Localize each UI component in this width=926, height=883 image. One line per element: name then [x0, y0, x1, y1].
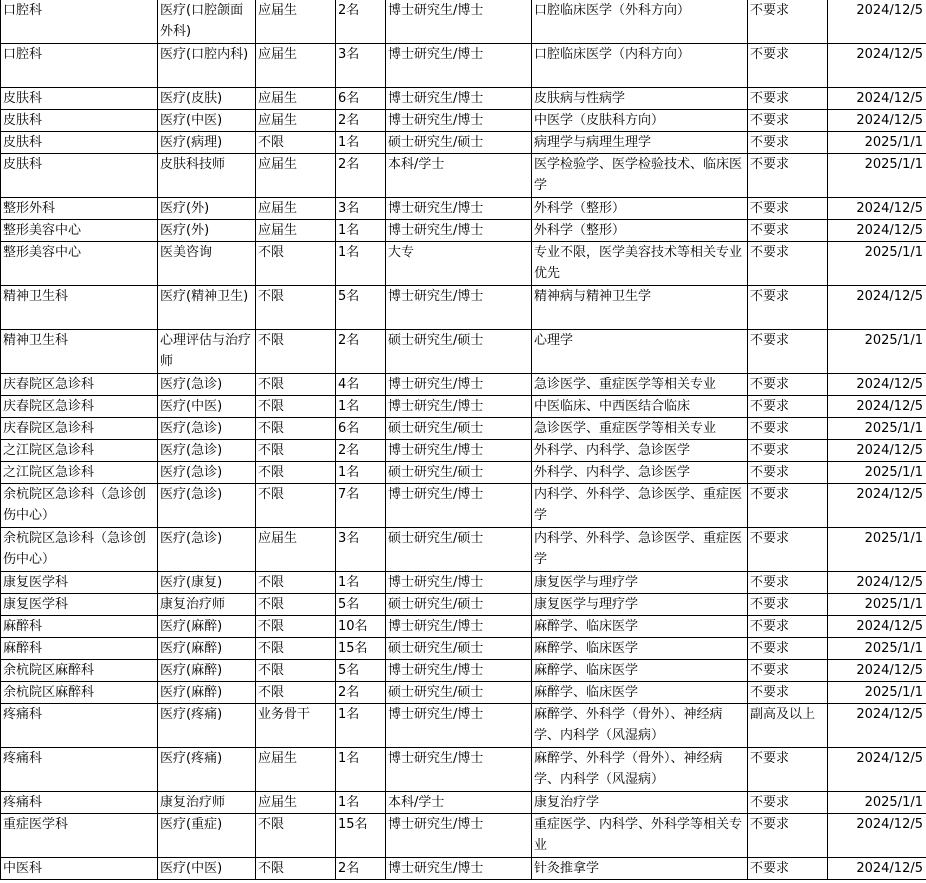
cell-deadline: 2024/12/5 — [828, 44, 926, 88]
cell-major: 口腔临床医学（内科方向） — [532, 44, 748, 88]
cell-headcount: 1名 — [336, 462, 386, 484]
cell-position: 医疗(重症) — [158, 814, 256, 858]
cell-position: 医疗(麻醉) — [158, 616, 256, 638]
cell-degree: 硕士研究生/硕士 — [386, 462, 532, 484]
cell-candidate-type: 不限 — [256, 682, 336, 704]
cell-candidate-type: 不限 — [256, 396, 336, 418]
cell-department: 之江院区急诊科 — [1, 462, 158, 484]
cell-deadline: 2025/1/1 — [828, 462, 926, 484]
cell-department: 疼痛科 — [1, 704, 158, 748]
cell-headcount: 2名 — [336, 682, 386, 704]
cell-position: 医疗(皮肤) — [158, 88, 256, 110]
cell-major: 外科学、内科学、急诊医学 — [532, 440, 748, 462]
cell-position: 医疗(急诊) — [158, 462, 256, 484]
cell-major: 精神病与精神卫生学 — [532, 286, 748, 330]
cell-title-requirement: 不要求 — [748, 440, 828, 462]
cell-degree: 本科/学士 — [386, 792, 532, 814]
cell-degree: 博士研究生/博士 — [386, 220, 532, 242]
table-row — [1, 110, 926, 132]
cell-degree: 博士研究生/博士 — [386, 484, 532, 528]
cell-degree: 本科/学士 — [386, 154, 532, 198]
cell-degree: 博士研究生/博士 — [386, 704, 532, 748]
cell-candidate-type: 不限 — [256, 374, 336, 396]
cell-department: 康复医学科 — [1, 594, 158, 616]
cell-major: 麻醉学、临床医学 — [532, 682, 748, 704]
cell-major: 麻醉学、外科学（骨外）、神经病学、内科学（风湿病） — [532, 748, 748, 792]
cell-title-requirement: 不要求 — [748, 330, 828, 374]
cell-deadline: 2024/12/5 — [828, 660, 926, 682]
cell-candidate-type: 应届生 — [256, 220, 336, 242]
table-row — [1, 88, 926, 110]
cell-major: 麻醉学、临床医学 — [532, 638, 748, 660]
cell-degree: 博士研究生/博士 — [386, 0, 532, 44]
cell-position: 医美咨询 — [158, 242, 256, 286]
cell-deadline: 2025/1/1 — [828, 242, 926, 286]
table-row — [1, 286, 926, 330]
cell-title-requirement: 不要求 — [748, 396, 828, 418]
cell-major: 康复医学与理疗学 — [532, 572, 748, 594]
table-row — [1, 198, 926, 220]
cell-major: 急诊医学、重症医学等相关专业 — [532, 418, 748, 440]
cell-major: 内科学、外科学、急诊医学、重症医学 — [532, 528, 748, 572]
cell-headcount: 2名 — [336, 0, 386, 44]
cell-title-requirement: 不要求 — [748, 220, 828, 242]
cell-deadline: 2025/1/1 — [828, 792, 926, 814]
cell-degree: 博士研究生/博士 — [386, 440, 532, 462]
cell-candidate-type: 应届生 — [256, 748, 336, 792]
cell-deadline: 2024/12/5 — [828, 220, 926, 242]
cell-candidate-type: 应届生 — [256, 154, 336, 198]
cell-position: 医疗(急诊) — [158, 418, 256, 440]
cell-headcount: 15名 — [336, 638, 386, 660]
table-row — [1, 682, 926, 704]
cell-major: 麻醉学、临床医学 — [532, 616, 748, 638]
table-row — [1, 748, 926, 792]
cell-degree: 博士研究生/博士 — [386, 748, 532, 792]
cell-deadline: 2024/12/5 — [828, 110, 926, 132]
cell-department: 麻醉科 — [1, 616, 158, 638]
cell-position: 医疗(疼痛) — [158, 704, 256, 748]
cell-title-requirement: 不要求 — [748, 572, 828, 594]
cell-position: 皮肤科技师 — [158, 154, 256, 198]
cell-deadline: 2024/12/5 — [828, 704, 926, 748]
cell-title-requirement: 不要求 — [748, 286, 828, 330]
cell-degree: 硕士研究生/硕士 — [386, 638, 532, 660]
cell-major: 康复医学与理疗学 — [532, 594, 748, 616]
table-row — [1, 44, 926, 88]
cell-department: 口腔科 — [1, 0, 158, 44]
cell-headcount: 6名 — [336, 88, 386, 110]
cell-title-requirement: 不要求 — [748, 594, 828, 616]
cell-title-requirement: 不要求 — [748, 660, 828, 682]
cell-department: 余杭院区麻醉科 — [1, 682, 158, 704]
table-row — [1, 440, 926, 462]
cell-department: 皮肤科 — [1, 88, 158, 110]
cell-headcount: 1名 — [336, 220, 386, 242]
cell-deadline: 2024/12/5 — [828, 374, 926, 396]
cell-department: 皮肤科 — [1, 110, 158, 132]
cell-deadline: 2025/1/1 — [828, 154, 926, 198]
table-row — [1, 242, 926, 286]
cell-major: 重症医学、内科学、外科学等相关专业 — [532, 814, 748, 858]
cell-title-requirement: 不要求 — [748, 374, 828, 396]
cell-position: 医疗(急诊) — [158, 484, 256, 528]
cell-headcount: 1名 — [336, 242, 386, 286]
cell-candidate-type: 不限 — [256, 286, 336, 330]
cell-position: 医疗(麻醉) — [158, 682, 256, 704]
cell-headcount: 2名 — [336, 330, 386, 374]
cell-deadline: 2024/12/5 — [828, 616, 926, 638]
cell-headcount: 1名 — [336, 704, 386, 748]
cell-candidate-type: 不限 — [256, 660, 336, 682]
cell-degree: 博士研究生/博士 — [386, 616, 532, 638]
table-row — [1, 858, 926, 880]
cell-department: 之江院区急诊科 — [1, 440, 158, 462]
cell-title-requirement: 不要求 — [748, 418, 828, 440]
cell-degree: 博士研究生/博士 — [386, 44, 532, 88]
cell-title-requirement: 不要求 — [748, 132, 828, 154]
table-row — [1, 330, 926, 374]
table-row — [1, 132, 926, 154]
cell-title-requirement: 不要求 — [748, 462, 828, 484]
cell-degree: 硕士研究生/硕士 — [386, 132, 532, 154]
cell-department: 整形美容中心 — [1, 242, 158, 286]
cell-position: 医疗(中医) — [158, 396, 256, 418]
cell-degree: 硕士研究生/硕士 — [386, 682, 532, 704]
cell-degree: 博士研究生/博士 — [386, 572, 532, 594]
table-row — [1, 572, 926, 594]
cell-candidate-type: 不限 — [256, 132, 336, 154]
cell-title-requirement: 不要求 — [748, 792, 828, 814]
cell-department: 庆春院区急诊科 — [1, 418, 158, 440]
cell-deadline: 2024/12/5 — [828, 484, 926, 528]
table-row — [1, 616, 926, 638]
cell-major: 中医临床、中西医结合临床 — [532, 396, 748, 418]
cell-headcount: 10名 — [336, 616, 386, 638]
cell-degree: 博士研究生/博士 — [386, 814, 532, 858]
cell-major: 麻醉学、临床医学 — [532, 660, 748, 682]
cell-candidate-type: 不限 — [256, 616, 336, 638]
cell-position: 医疗(急诊) — [158, 440, 256, 462]
cell-candidate-type: 不限 — [256, 418, 336, 440]
cell-candidate-type: 不限 — [256, 462, 336, 484]
cell-department: 中医科 — [1, 858, 158, 880]
cell-title-requirement: 不要求 — [748, 88, 828, 110]
cell-headcount: 1名 — [336, 572, 386, 594]
cell-department: 整形美容中心 — [1, 220, 158, 242]
table-row — [1, 814, 926, 858]
cell-deadline: 2024/12/5 — [828, 440, 926, 462]
cell-department: 康复医学科 — [1, 572, 158, 594]
table-row — [1, 528, 926, 572]
cell-headcount: 2名 — [336, 110, 386, 132]
cell-deadline: 2024/12/5 — [828, 814, 926, 858]
cell-candidate-type: 不限 — [256, 330, 336, 374]
cell-department: 重症医学科 — [1, 814, 158, 858]
cell-degree: 博士研究生/博士 — [386, 660, 532, 682]
cell-title-requirement: 不要求 — [748, 198, 828, 220]
cell-headcount: 5名 — [336, 286, 386, 330]
cell-headcount: 7名 — [336, 484, 386, 528]
cell-headcount: 2名 — [336, 154, 386, 198]
cell-major: 专业不限，医学美容技术等相关专业优先 — [532, 242, 748, 286]
cell-degree: 博士研究生/博士 — [386, 286, 532, 330]
cell-headcount: 3名 — [336, 44, 386, 88]
cell-title-requirement: 不要求 — [748, 638, 828, 660]
cell-candidate-type: 不限 — [256, 594, 336, 616]
cell-title-requirement: 不要求 — [748, 814, 828, 858]
cell-department: 麻醉科 — [1, 638, 158, 660]
cell-position: 医疗(中医) — [158, 110, 256, 132]
cell-headcount: 1名 — [336, 748, 386, 792]
cell-headcount: 6名 — [336, 418, 386, 440]
cell-major: 内科学、外科学、急诊医学、重症医学 — [532, 484, 748, 528]
cell-degree: 大专 — [386, 242, 532, 286]
cell-major: 康复治疗学 — [532, 792, 748, 814]
cell-deadline: 2024/12/5 — [828, 0, 926, 44]
cell-candidate-type: 不限 — [256, 572, 336, 594]
cell-deadline: 2024/12/5 — [828, 748, 926, 792]
cell-degree: 博士研究生/博士 — [386, 374, 532, 396]
cell-major: 外科学、内科学、急诊医学 — [532, 462, 748, 484]
cell-degree: 博士研究生/博士 — [386, 110, 532, 132]
table-body — [1, 0, 926, 880]
table-row — [1, 638, 926, 660]
table-row — [1, 220, 926, 242]
cell-headcount: 1名 — [336, 792, 386, 814]
cell-position: 心理评估与治疗师 — [158, 330, 256, 374]
cell-major: 医学检验学、医学检验技术、临床医学 — [532, 154, 748, 198]
cell-position: 医疗(康复) — [158, 572, 256, 594]
table-row — [1, 462, 926, 484]
table-row — [1, 418, 926, 440]
cell-position: 医疗(中医) — [158, 858, 256, 880]
cell-major: 皮肤病与性病学 — [532, 88, 748, 110]
cell-deadline: 2024/12/5 — [828, 286, 926, 330]
cell-candidate-type: 应届生 — [256, 198, 336, 220]
cell-major: 急诊医学、重症医学等相关专业 — [532, 374, 748, 396]
cell-position: 康复治疗师 — [158, 792, 256, 814]
cell-headcount: 5名 — [336, 594, 386, 616]
cell-department: 精神卫生科 — [1, 330, 158, 374]
cell-department: 余杭院区急诊科（急诊创伤中心） — [1, 528, 158, 572]
cell-department: 庆春院区急诊科 — [1, 374, 158, 396]
cell-candidate-type: 应届生 — [256, 110, 336, 132]
cell-degree: 硕士研究生/硕士 — [386, 418, 532, 440]
table-row — [1, 660, 926, 682]
cell-major: 针灸推拿学 — [532, 858, 748, 880]
cell-department: 疼痛科 — [1, 748, 158, 792]
cell-deadline: 2025/1/1 — [828, 594, 926, 616]
cell-candidate-type: 应届生 — [256, 528, 336, 572]
table-row — [1, 484, 926, 528]
cell-candidate-type: 不限 — [256, 242, 336, 286]
cell-position: 医疗(口腔颌面外科) — [158, 0, 256, 44]
cell-department: 余杭院区急诊科（急诊创伤中心） — [1, 484, 158, 528]
cell-position: 医疗(精神卫生) — [158, 286, 256, 330]
cell-major: 麻醉学、外科学（骨外）、神经病学、内科学（风湿病） — [532, 704, 748, 748]
cell-title-requirement: 不要求 — [748, 0, 828, 44]
cell-headcount: 3名 — [336, 198, 386, 220]
cell-title-requirement: 不要求 — [748, 484, 828, 528]
cell-title-requirement: 不要求 — [748, 748, 828, 792]
cell-position: 医疗(急诊) — [158, 528, 256, 572]
cell-title-requirement: 不要求 — [748, 110, 828, 132]
cell-candidate-type: 应届生 — [256, 44, 336, 88]
cell-headcount: 1名 — [336, 132, 386, 154]
table-row — [1, 704, 926, 748]
cell-title-requirement: 不要求 — [748, 154, 828, 198]
cell-headcount: 2名 — [336, 440, 386, 462]
cell-position: 医疗(疼痛) — [158, 748, 256, 792]
cell-position: 医疗(口腔内科) — [158, 44, 256, 88]
table-row — [1, 396, 926, 418]
cell-candidate-type: 应届生 — [256, 0, 336, 44]
table-row — [1, 0, 926, 44]
cell-major: 病理学与病理生理学 — [532, 132, 748, 154]
cell-deadline: 2025/1/1 — [828, 638, 926, 660]
cell-position: 医疗(麻醉) — [158, 638, 256, 660]
table-row — [1, 594, 926, 616]
cell-position: 医疗(急诊) — [158, 374, 256, 396]
cell-degree: 硕士研究生/硕士 — [386, 330, 532, 374]
cell-title-requirement: 不要求 — [748, 682, 828, 704]
cell-title-requirement: 不要求 — [748, 242, 828, 286]
cell-department: 皮肤科 — [1, 132, 158, 154]
cell-title-requirement: 副高及以上 — [748, 704, 828, 748]
cell-headcount: 2名 — [336, 858, 386, 880]
cell-candidate-type: 不限 — [256, 858, 336, 880]
cell-degree: 硕士研究生/硕士 — [386, 528, 532, 572]
cell-candidate-type: 应届生 — [256, 792, 336, 814]
cell-degree: 博士研究生/博士 — [386, 198, 532, 220]
cell-candidate-type: 应届生 — [256, 88, 336, 110]
cell-candidate-type: 不限 — [256, 814, 336, 858]
cell-candidate-type: 业务骨干 — [256, 704, 336, 748]
cell-deadline: 2025/1/1 — [828, 528, 926, 572]
cell-deadline: 2024/12/5 — [828, 396, 926, 418]
cell-department: 皮肤科 — [1, 154, 158, 198]
cell-major: 外科学（整形） — [532, 198, 748, 220]
cell-title-requirement: 不要求 — [748, 858, 828, 880]
cell-position: 医疗(外) — [158, 198, 256, 220]
cell-position: 医疗(病理) — [158, 132, 256, 154]
cell-department: 庆春院区急诊科 — [1, 396, 158, 418]
cell-deadline: 2024/12/5 — [828, 858, 926, 880]
cell-deadline: 2024/12/5 — [828, 88, 926, 110]
cell-department: 余杭院区麻醉科 — [1, 660, 158, 682]
cell-position: 康复治疗师 — [158, 594, 256, 616]
cell-headcount: 3名 — [336, 528, 386, 572]
cell-deadline: 2024/12/5 — [828, 572, 926, 594]
cell-headcount: 4名 — [336, 374, 386, 396]
cell-major: 口腔临床医学（外科方向） — [532, 0, 748, 44]
cell-candidate-type: 不限 — [256, 484, 336, 528]
cell-title-requirement: 不要求 — [748, 44, 828, 88]
cell-title-requirement: 不要求 — [748, 616, 828, 638]
cell-deadline: 2025/1/1 — [828, 418, 926, 440]
cell-candidate-type: 不限 — [256, 638, 336, 660]
cell-deadline: 2024/12/5 — [828, 198, 926, 220]
cell-major: 外科学（整形） — [532, 220, 748, 242]
cell-headcount: 15名 — [336, 814, 386, 858]
cell-deadline: 2025/1/1 — [828, 330, 926, 374]
cell-degree: 博士研究生/博士 — [386, 88, 532, 110]
cell-candidate-type: 不限 — [256, 440, 336, 462]
cell-major: 心理学 — [532, 330, 748, 374]
cell-degree: 博士研究生/博士 — [386, 396, 532, 418]
cell-deadline: 2025/1/1 — [828, 682, 926, 704]
cell-degree: 硕士研究生/硕士 — [386, 594, 532, 616]
cell-department: 整形外科 — [1, 198, 158, 220]
cell-degree: 博士研究生/博士 — [386, 858, 532, 880]
table-row — [1, 792, 926, 814]
cell-position: 医疗(麻醉) — [158, 660, 256, 682]
cell-position: 医疗(外) — [158, 220, 256, 242]
cell-deadline: 2025/1/1 — [828, 132, 926, 154]
cell-department: 疼痛科 — [1, 792, 158, 814]
cell-headcount: 5名 — [336, 660, 386, 682]
cell-headcount: 1名 — [336, 396, 386, 418]
table-row — [1, 374, 926, 396]
cell-department: 精神卫生科 — [1, 286, 158, 330]
cell-major: 中医学（皮肤科方向） — [532, 110, 748, 132]
table-row — [1, 154, 926, 198]
cell-department: 口腔科 — [1, 44, 158, 88]
cell-title-requirement: 不要求 — [748, 528, 828, 572]
